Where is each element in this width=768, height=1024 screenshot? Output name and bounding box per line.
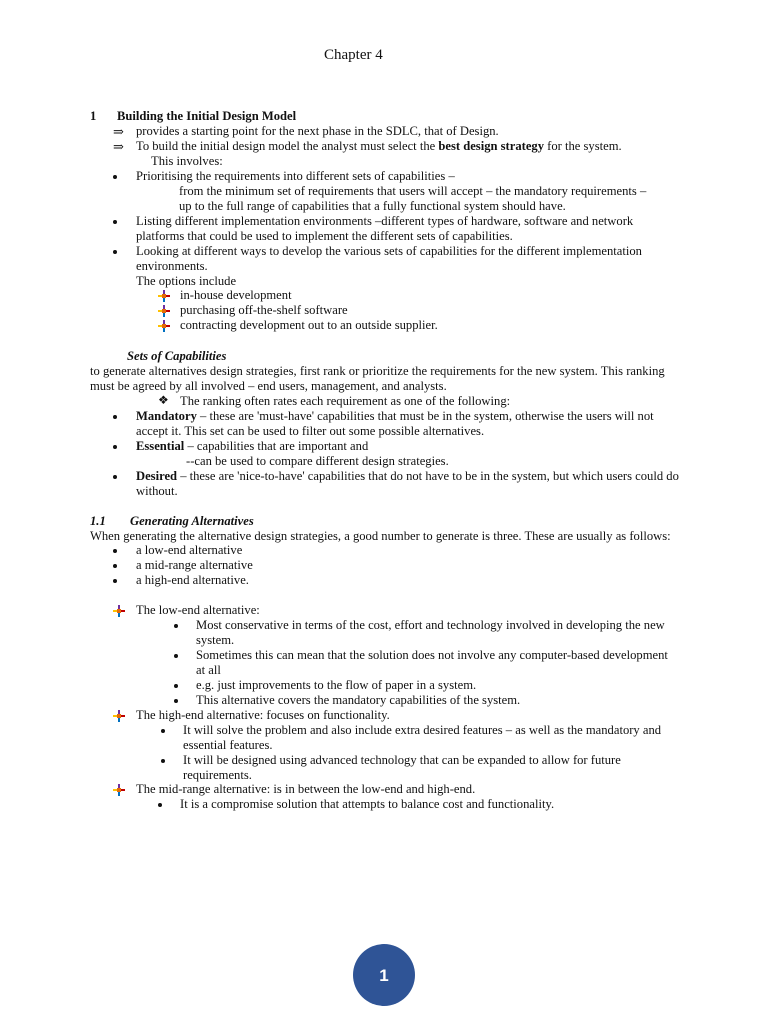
list-item-cont: --can be used to compare different design strategies. (186, 454, 449, 468)
flag-bullet-icon (113, 710, 125, 722)
option-item: contracting development out to an outside supplier. (180, 318, 438, 332)
flag-bullet-icon (158, 320, 170, 332)
list-item-cont: platforms that could be used to implement the different sets of capabilities. (136, 229, 513, 243)
page-number-badge: 1 (353, 944, 415, 1006)
desired-label: Desired (136, 469, 178, 483)
bullet-icon (174, 624, 178, 628)
essential-text: – capabilities that are important and (184, 439, 369, 453)
paragraph-line: When generating the alternative design strategies, a good number to generate is three. These are usually as follows: (90, 529, 671, 543)
list-item: It will solve the problem and also include extra desired features – as well as the mandatory and (183, 723, 662, 737)
list-item-cont: from the minimum set of requirements that users will accept – the mandatory requirements – (179, 184, 647, 198)
list-item: a mid-range alternative (136, 558, 253, 572)
list-item-cont: system. (196, 633, 235, 647)
flag-bullet-icon (113, 784, 125, 796)
list-item: It will be designed using advanced technology that can be expanded to allow for future (183, 753, 621, 767)
list-item: Looking at different ways to develop the various sets of capabilities for the different implementation (136, 244, 642, 258)
diamond-bullet-icon: ❖ (158, 393, 169, 407)
subsection-number: 1.1 (90, 514, 106, 528)
list-item: Sometimes this can mean that the solution does not involve any computer-based development (196, 648, 668, 662)
essential-label: Essential (136, 439, 185, 453)
bullet-icon (113, 250, 117, 254)
flag-bullet-icon (158, 290, 170, 302)
option-item: purchasing off-the-shelf software (180, 303, 348, 317)
list-item-cont: environments. (136, 259, 208, 273)
bullet-icon (158, 803, 162, 807)
arrow-item-2-tail: for the system. (544, 139, 622, 153)
options-intro: The options include (136, 274, 237, 288)
list-item-cont: without. (136, 484, 178, 498)
flag-bullet-icon (158, 305, 170, 317)
bullet-icon (174, 699, 178, 703)
bullet-icon (113, 220, 117, 224)
bullet-icon (113, 415, 117, 419)
bullet-icon (113, 475, 117, 479)
section-heading: Building the Initial Design Model (117, 109, 297, 123)
list-item-cont: accept it. This set can be used to filter out some possible alternatives. (136, 424, 485, 438)
list-item: It is a compromise solution that attempts to balance cost and functionality. (180, 797, 555, 811)
bullet-icon (161, 759, 165, 763)
list-item-cont: essential features. (183, 738, 273, 752)
arrow-bullet-icon: ⇒ (113, 124, 124, 139)
bullet-icon (113, 549, 117, 553)
list-item-cont: up to the full range of capabilities that a fully functional system should have. (179, 199, 566, 213)
mandatory-label: Mandatory (136, 409, 197, 423)
arrow-item-2-text: To build the initial design model the analyst must select the (136, 139, 439, 153)
desired-text: – these are 'nice-to-have' capabilities that do not have to be in the system, but which users could do (177, 469, 679, 483)
option-item: in-house development (180, 288, 292, 302)
mandatory-item (136, 409, 654, 424)
list-item: e.g. just improvements to the flow of paper in a system. (196, 678, 477, 692)
essential-item (136, 439, 368, 454)
bullet-icon (161, 729, 165, 733)
bullet-icon (113, 175, 117, 179)
list-item: Prioritising the requirements into different sets of capabilities – (136, 169, 455, 183)
subsection-heading: Generating Alternatives (130, 514, 254, 528)
arrow-bullet-icon: ⇒ (113, 139, 124, 154)
paragraph-line: must be agreed by all involved – end users, management, and analysts. (90, 379, 447, 393)
list-item: Listing different implementation environments –different types of hardware, software and network (136, 214, 634, 228)
list-item: a high-end alternative. (136, 573, 249, 587)
arrow-item-2 (136, 139, 622, 154)
bullet-icon (174, 684, 178, 688)
section-number: 1 (90, 109, 97, 123)
list-item: a low-end alternative (136, 543, 243, 557)
bullet-icon (113, 445, 117, 449)
desired-item (136, 469, 679, 484)
mid-range-title: The mid-range alternative: is in between the low-end and high-end. (136, 782, 476, 796)
bullet-icon (113, 564, 117, 568)
ranking-text: The ranking often rates each requirement as one of the following: (180, 394, 511, 408)
paragraph-line: to generate alternatives design strategies, first rank or prioritize the requirements for the new system. This ranking (90, 364, 665, 378)
flag-bullet-icon (113, 605, 125, 617)
bullet-icon (174, 654, 178, 658)
involves-text: This involves: (151, 154, 223, 168)
low-end-title: The low-end alternative: (136, 603, 260, 617)
arrow-item-1: provides a starting point for the next phase in the SDLC, that of Design. (136, 124, 499, 138)
subsection-heading: Sets of Capabilities (127, 349, 227, 363)
list-item: Most conservative in terms of the cost, effort and technology involved in developing the new (196, 618, 665, 632)
bullet-icon (113, 579, 117, 583)
list-item-cont: requirements. (183, 768, 252, 782)
chapter-title: Chapter 4 (324, 47, 383, 63)
best-design-strategy-term: best design strategy (438, 139, 545, 153)
mandatory-text: – these are 'must-have' capabilities that must be in the system, otherwise the users will not (196, 409, 654, 423)
list-item-cont: at all (196, 663, 221, 677)
high-end-title: The high-end alternative: focuses on functionality. (136, 708, 390, 722)
list-item: This alternative covers the mandatory capabilities of the system. (196, 693, 521, 707)
